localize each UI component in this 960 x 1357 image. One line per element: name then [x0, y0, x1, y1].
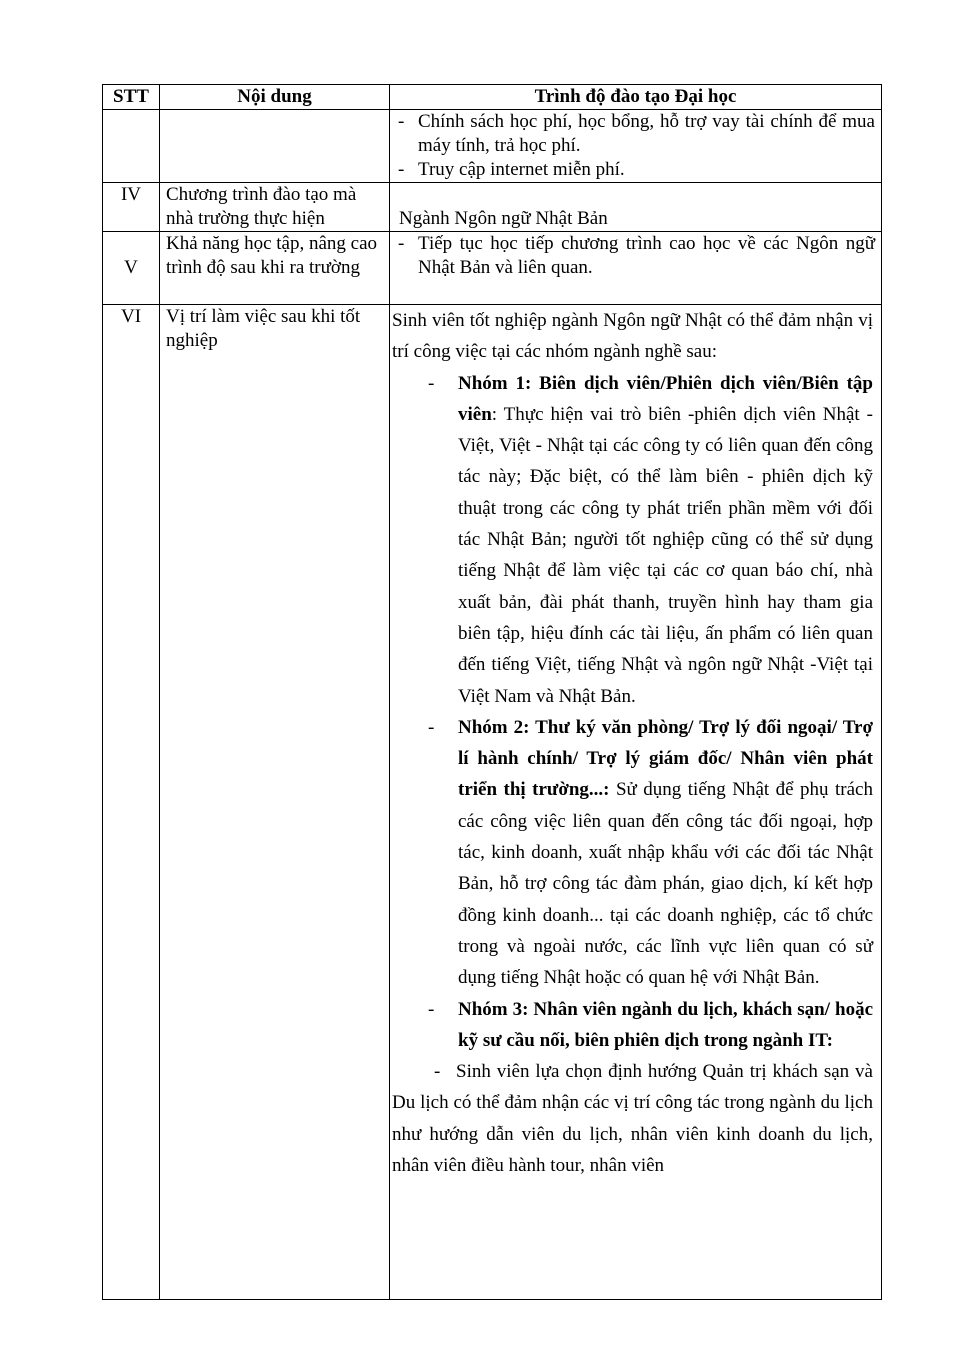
list-item: - Tiếp tục học tiếp chương trình cao học về các Ngôn ngữ Nhật Bản và liên quan. [398, 233, 875, 278]
table-row-iv [103, 183, 882, 232]
header-stt: STT [103, 85, 160, 110]
list-item: - Truy cập internet miễn phí. [398, 159, 625, 180]
table-row-v [103, 232, 882, 305]
list-item: - Chính sách học phí, học bổng, hỗ trợ vay tài chính để mua máy tính, trả học phí. [398, 111, 875, 156]
group-item: - Nhóm 2: Thư ký văn phòng/ Trợ lý đối ngoại/ Trợ lí hành chính/ Trợ lý giám đốc/ Nhân viên phát triển thị trường...: Sử dụng tiếng Nhật để phụ trách các công việc liên quan đến công tác đối ngoại, hợp tác, kinh doanh, xuất nhập khẩu với các đối tác Nhật Bản, hỗ trợ công tác đàm phán, giao dịch, kí kết hợp đồng kinh doanh... tại các doanh nghiệp, các tổ chức trong và ngoài nước, các lĩnh vực liên quan có sử dụng tiếng Nhật hoặc có quan hệ với Nhật Bản. [428, 716, 873, 989]
table-row-continued [103, 110, 882, 183]
continued-cell [390, 110, 882, 183]
row-value: Ngành Ngôn ngữ Nhật Bản [390, 183, 882, 232]
row-noi-dung: Chương trình đào tạo mà nhà trường thực hiện [160, 183, 390, 232]
sub-paragraph: - Sinh viên lựa chọn định hướng Quản trị khách sạn và Du lịch có thể đảm nhận các vị trí công tác trong ngành du lịch như hướng dẫn viên du lịch, nhân viên kinh doanh du lịch, nhân viên điều hành tour, nhân viên [392, 1061, 873, 1177]
program-info-table [102, 84, 882, 1300]
row-stt: IV [103, 183, 160, 232]
group-item: - Nhóm 3: Nhân viên ngành du lịch, khách sạn/ hoặc kỹ sư cầu nối, biên phiên dịch trong ngành IT: [428, 998, 873, 1051]
row-noi-dung: Vị trí làm việc sau khi tốt nghiệp [160, 305, 390, 1300]
group-item: - Nhóm 1: Biên dịch viên/Phiên dịch viên/Biên tập viên: Thực hiện vai trò biên -phiên dịch viên Nhật - Việt, Việt - Nhật tại các công ty có liên quan đến công tác này; Đặc biệt, có thể làm biên - phiên dịch kỹ thuật trong các công ty phát triển phần mềm với đối tác Nhật Bản; người tốt nghiệp cũng có thể sử dụng tiếng Nhật để làm việc tại các cơ quan báo chí, nhà xuất bản, đài phát thanh, truyền hình hay tham gia biên tập, hiệu đính các tài liệu, ấn phẩm có liên quan đến tiếng Việt, tiếng Nhật và ngôn ngữ Nhật -Việt tại Việt Nam và Nhật Bản. [428, 372, 873, 707]
intro-paragraph: Sinh viên tốt nghiệp ngành Ngôn ngữ Nhật có thể đảm nhận vị trí công việc tại các nhóm ngành nghề sau: [392, 310, 873, 363]
row-value [390, 232, 882, 305]
table-header-row [103, 85, 882, 110]
header-trinh-do: Trình độ đào tạo Đại học [390, 85, 882, 110]
row-value [390, 305, 882, 1300]
row-stt: VI [103, 305, 160, 1300]
row-noi-dung: Khả năng học tập, nâng cao trình độ sau khi ra trường [160, 232, 390, 305]
row-stt: V [103, 232, 160, 305]
table-row-vi [103, 305, 882, 1300]
header-noi-dung: Nội dung [160, 85, 390, 110]
